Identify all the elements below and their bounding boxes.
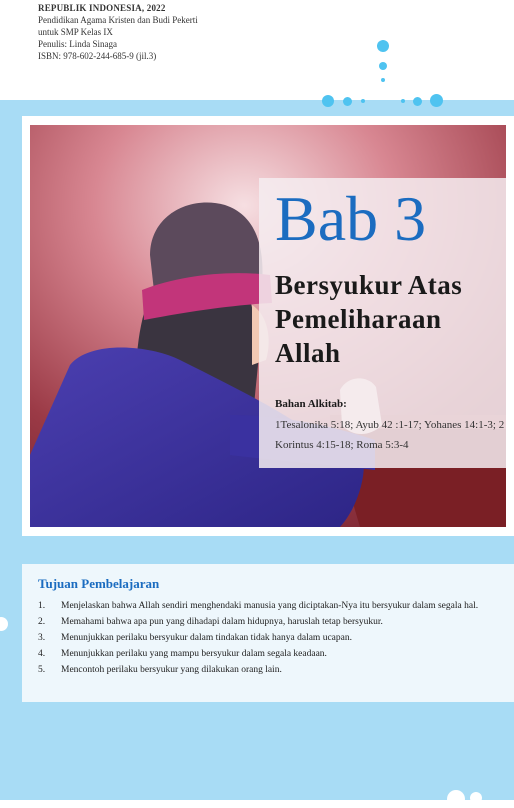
list-item-number: 1. [38,601,46,611]
decor-dot [343,97,352,106]
isbn-line: ISBN: 978-602-244-685-9 (jil.3) [38,51,157,61]
bible-reading-references: 1Tesalonika 5:18; Ayub 42 :1-17; Yohanes 14:1-3; 2 Korintus 4:15-18; Roma 5:3-4 [275,419,505,451]
list-item-text: Menjelaskan bahwa Allah sendiri menghendaki manusia yang diciptakan-Nya itu bersyukur dalam segala hal. [61,601,479,611]
decor-dot [361,99,365,103]
chapter-title-line: Bersyukur Atas [275,270,463,300]
decor-dot [381,78,385,82]
decor-dot [322,95,334,107]
publisher-line: REPUBLIK INDONESIA, 2022 [38,3,166,13]
decor-dot [447,790,465,808]
list-item-number: 3. [38,633,46,643]
list-item-number: 5. [38,665,46,675]
decor-dot [430,94,443,107]
list-item-text: Menunjukkan perilaku yang mampu bersyukur dalam segala keadaan. [61,649,327,659]
list-item-number: 2. [38,617,46,627]
list-item-text: Memahami bahwa apa pun yang dihadapi dalam hidupnya, haruslah tetap bersyukur. [61,617,383,627]
chapter-title [275,268,503,370]
decor-dot [470,792,482,804]
decor-dot [377,40,389,52]
list-item-text: Menunjukkan perilaku bersyukur dalam tindakan tidak hanya dalam ucapan. [61,633,352,643]
list-item-text: Mencontoh perilaku bersyukur yang dilakukan orang lain. [61,665,282,675]
list-item [38,616,498,628]
page-header [0,0,514,100]
decor-dot [413,97,422,106]
bible-reading-label: Bahan Alkitab: [275,398,347,410]
author-line: Penulis: Linda Sinaga [38,39,117,49]
decor-dot [379,62,387,70]
book-title-line: Pendidikan Agama Kristen dan Budi Pekerti [38,15,198,25]
list-item [38,632,498,644]
decor-dot [401,99,405,103]
list-item [38,600,498,612]
publication-info [38,2,198,62]
chapter-number: Bab 3 [275,183,427,254]
grade-line: untuk SMP Kelas IX [38,27,113,37]
learning-objectives-title: Tujuan Pembelajaran [38,576,160,591]
list-item-number: 4. [38,649,46,659]
learning-objectives-list [38,600,498,680]
list-item [38,648,498,660]
list-item [38,664,498,676]
chapter-title-line: Allah [275,338,341,368]
chapter-title-line: Pemeliharaan [275,304,442,334]
